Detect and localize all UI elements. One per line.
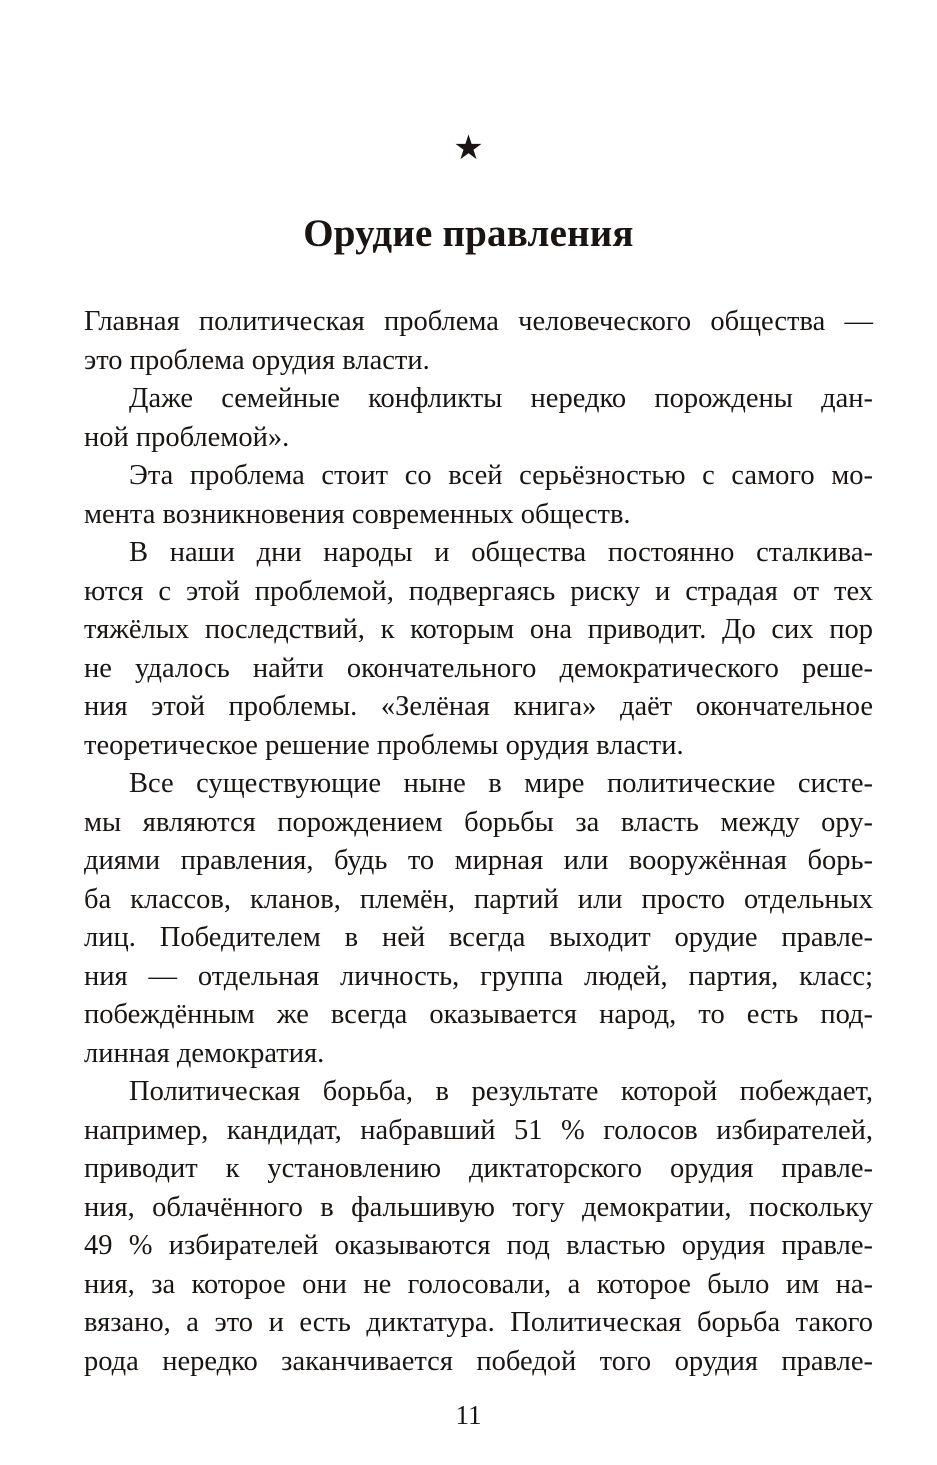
text-line: ния, облачённого в фальшивую тогу демократии, поскольку — [84, 1191, 873, 1223]
text-line: это проблема орудия власти. — [84, 344, 430, 376]
text-line: ния, за которое они не голосовали, а которое было им на- — [84, 1268, 873, 1300]
text-line: тяжёлых последствий, к которым она приводит. До сих пор — [84, 614, 873, 645]
text-line: ются с этой проблемой, подвергаясь риску и страдая от тех — [84, 575, 873, 607]
page-number: 11 — [455, 1400, 482, 1430]
text-line: 49 % избирателей оказываются под властью орудия правле- — [84, 1230, 873, 1261]
text-line: Эта проблема стоит со всей серьёзностью с самого мо- — [129, 460, 873, 491]
text-line: Политическая борьба, в результате которой побеждает, — [129, 1076, 873, 1107]
text-line: ния этой проблемы. «Зелёная книга» даёт окончательное — [84, 691, 873, 722]
text-line: лиц. Победителем в ней всегда выходит орудие правле- — [84, 922, 873, 953]
text-line: например, кандидат, набравший 51 % голосов избирателей, — [84, 1114, 873, 1146]
text-line: мы являются порождением борьбы за власть между ору- — [84, 806, 873, 838]
text-line: приводит к установлению диктаторского орудия правле- — [84, 1153, 873, 1184]
text-line: теоретическое решение проблемы орудия власти. — [84, 729, 684, 761]
chapter-title: Орудие правления — [303, 212, 634, 255]
text-line: ба классов, кланов, племён, партий или просто отдельных — [84, 883, 873, 915]
text-line: ния — отдельная личность, группа людей, партия, класс; — [84, 960, 873, 992]
text-line: рода нередко заканчивается победой того орудия правле- — [84, 1345, 873, 1377]
text-line: В наши дни народы и общества постоянно сталкива- — [129, 537, 873, 568]
text-line: Даже семейные конфликты нередко порождены дан- — [129, 383, 873, 414]
star-ornament-icon: ★ — [453, 128, 484, 168]
text-line: побеждённым же всегда оказывается народ, то есть под- — [84, 999, 873, 1030]
text-line: ной проблемой». — [84, 421, 290, 453]
text-line: линная демократия. — [84, 1037, 325, 1069]
body-text — [84, 303, 873, 1381]
text-line: Главная политическая проблема человеческого общества — — [84, 306, 873, 337]
text-line: вязано, а это и есть диктатура. Политическая борьба такого — [84, 1307, 873, 1338]
text-line: не удалось найти окончательного демократического реше- — [84, 652, 873, 684]
text-line: диями правления, будь то мирная или вооружённая борь- — [84, 845, 873, 876]
text-line: Все существующие ныне в мире политические систе- — [129, 768, 873, 799]
text-line: мента возникновения современных обществ. — [84, 498, 631, 530]
